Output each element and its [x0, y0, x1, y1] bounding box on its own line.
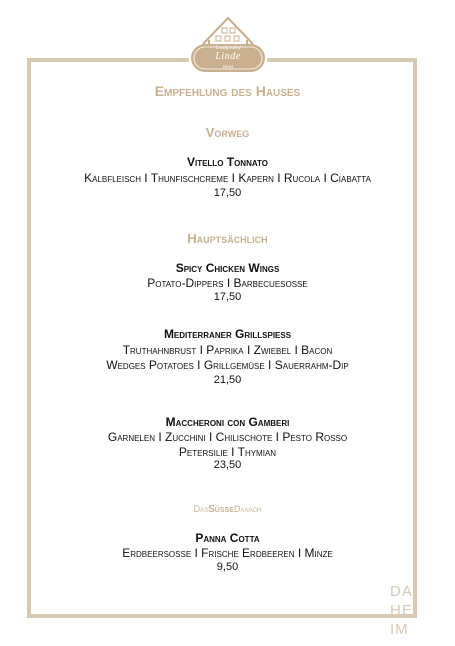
dish-price: 9,50 [216, 561, 239, 573]
dish-ingredients: Garnelen I Zucchini I Chilischote I Pesto Rosso [107, 430, 348, 444]
dish-price: 23,50 [213, 459, 242, 471]
menu-title: Empfehlung des Hauses [154, 83, 301, 99]
dish-ingredients: Petersilie I Thymian [178, 445, 277, 459]
dish-name: Panna Cotta [195, 531, 260, 545]
dish-ingredients: Wedges Potatoes I Grillgemüse I Sauerrahm-Dip [106, 358, 349, 372]
dish-name: Spicy Chicken Wings [175, 261, 280, 275]
logo-line-2: Linde [215, 51, 241, 62]
dish-ingredients: Erdbeersoße I Frische Erdbeeren I Minze [122, 546, 333, 560]
dish-name: Mediterraner Grillspieß [163, 327, 292, 341]
dessert-title-bold: Süße [208, 504, 234, 515]
dish-ingredients: Kalbfleisch I Thunfischcreme I Kapern I Rucola I Ciabatta [84, 171, 371, 185]
logo-line-1: Landgasthof [215, 46, 241, 51]
dessert-title-pre: Das [193, 504, 209, 514]
section-title-haupt: Hauptsächlich [187, 231, 268, 246]
dish-price: 17,50 [213, 291, 242, 303]
section-title-vorweg: Vorweg [205, 125, 250, 140]
dish-ingredients: Potato-Dippers I Barbecuesoße [147, 276, 308, 290]
dish-price: 17,50 [213, 187, 242, 199]
daheim-brand [390, 582, 416, 639]
dish-ingredients: Truthahnbrust I Paprika I Zwiebel I Bacon [122, 343, 333, 357]
dessert-title-post: Danach [233, 504, 262, 514]
daheim-line-3: IM [390, 621, 409, 638]
section-title-dessert [0, 504, 455, 515]
daheim-line-1: DA [390, 583, 413, 600]
dish-name: Maccheroni con Gamberi [165, 415, 290, 429]
dish-name: Vitello Tonnato [186, 155, 269, 169]
house-logo [189, 14, 267, 80]
daheim-line-2: HE [390, 602, 413, 619]
logo-line-3: Hotel [223, 64, 233, 69]
dish-price: 21,50 [213, 374, 242, 386]
